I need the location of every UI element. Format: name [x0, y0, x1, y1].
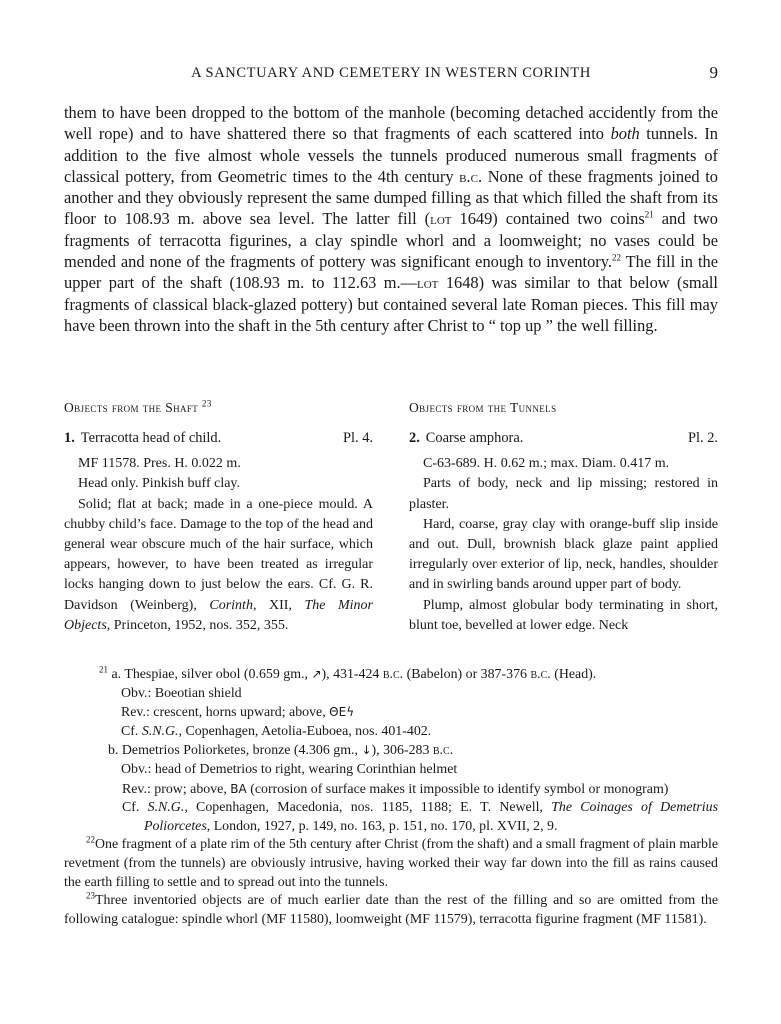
footnote-ref-23: 23 [201, 398, 212, 409]
footnote-21b-cf: Cf. S.N.G., Copenhagen, Macedonia, nos. 1185, 1188; E. T. Newell, The Coinages of Demetrius Poliorcetes, London, 1927, p. 149, no. 163, p. 151, no. 170, pl. XVII, 2, 9. [122, 800, 718, 834]
footnote-ref-22: 22 [611, 252, 621, 263]
emphasis-both: both [610, 124, 640, 144]
running-title: A SANCTUARY AND CEMETERY IN WESTERN CORINTH [191, 65, 591, 81]
entry-inventory: MF 11578. Pres. H. 0.022 m. [78, 456, 241, 472]
entry-description: Solid; flat at back; made in a one-piece mould. A chubby child’s face. Damage to the top of the head and general wear obscure much of the hair surface, which appears, however, to have been treated as irregular locks hanging down to just below the ears. Cf. G. R. Davidson (Weinberg), Corinth, XII, The Minor Objects, Princeton, 1952, nos. 352, 355. [64, 496, 374, 633]
plate-ref: Pl. 4. [343, 430, 373, 446]
footnote-21b-reverse: Rev.: prow; above, BA (corrosion of surface makes it impossible to identify symbol or monogram) [122, 781, 669, 797]
entry-preservation: Parts of body, neck and lip missing; restored in plaster. [409, 476, 718, 512]
intro-paragraph: them to have been dropped to the bottom of the manhole (becoming detached accidently from the well rope) and to have shattered there so that fragments of each scattered into both tunnels. In addition to the five almost whole vessels the tunnels produced numerous small fragments of classical pottery, from Geometric times to the 4th century b.c. None of these fragments joined to another and they obviously represent the same dumped filling as that which filled the shaft from its floor to 108.93 m. above sea level. The latter fill (lot 1649) contained two coins$^{21}$ and two fragments of terracotta figurines, a clay spindle whorl and a loomweight; no vases could be mended and none of the fragments of pottery was significant enough to inventory.$^{22}$ The fill in the upper part of the shaft (108.93 m. to 112.63 m.—lot 1648) was similar to that below (small fragments of classical black-glazed pottery) but contained several late Roman pieces. This fill may have been thrown into the shaft in the 5th century after Christ to “ top up ” the well filling. [64, 103, 718, 335]
footnote-21a: $^{21}$ a. Thespiae, silver obol (0.659 gm., ↗), 431-424 b.c. (Babelon) or 387-376 b.c. (Head). [99, 664, 597, 682]
entry-title: Terracotta head of child. [80, 430, 222, 446]
page-number: 9 [709, 63, 718, 82]
catalogue-entry-1 [64, 428, 373, 448]
page-header [64, 63, 718, 85]
footnote-21a-reverse: Rev.: crescent, horns upward; above, ΘΕϟ [121, 705, 355, 721]
footnote-21b-obverse: Obv.: head of Demetrios to right, wearing Corinthian helmet [121, 761, 458, 777]
entry-fabric: Hard, coarse, gray clay with orange-buff slip inside and out. Dull, brownish black glaze paint applied irregularly over exterior of lip, neck, handles, shoulder and in swirling bands around upper part of body. [409, 516, 718, 593]
catalogue-column-tunnels [409, 398, 718, 636]
catalogue-column-shaft [64, 398, 373, 636]
footnote-22: $^{22}$One fragment of a plate rim of the 5th century after Christ (from the shaft) and a small fragment of plain marble revetment (from the tunnels) are obviously intrusive, having worked their way far down into the fill as rains caused the earth filling to settle and to spread out into the tunnels. [64, 834, 718, 890]
entry-preservation: Head only. Pinkish buff clay. [78, 476, 241, 492]
entry-title: Coarse amphora. [425, 430, 524, 446]
plate-ref: Pl. 2. [688, 430, 718, 446]
footnote-21b: b. Demetrios Poliorketes, bronze (4.306 gm., ↓), 306-283 b.c. [108, 743, 454, 759]
footnote-ref-21: 21 [644, 210, 654, 221]
coin-legend: BA [230, 781, 247, 796]
section-heading-tunnels: Objects from the Tunnels [409, 400, 557, 415]
entry-number: 2. [409, 430, 420, 446]
entry-shape: Plump, almost globular body terminating in short, blunt toe, bevelled at lower edge. Neck [409, 597, 718, 633]
footnote-21a-cf: Cf. S.N.G., Copenhagen, Aetolia-Euboea, nos. 401-402. [121, 723, 432, 739]
catalogue-entry-2 [409, 428, 718, 448]
section-heading-shaft: Objects from the Shaft $^{23}$ [64, 398, 212, 415]
footnotes [64, 665, 718, 929]
entry-number: 1. [64, 430, 75, 446]
coin-legend: ΘΕϟ [329, 705, 355, 720]
footnote-23: $^{23}$Three inventoried objects are of much earlier date than the rest of the filling and so are omitted from the following catalogue: spindle whorl (MF 11580), loomweight (MF 11579), terracotta figurine fragment (MF 11581). [64, 890, 718, 927]
die-axis-arrow-icon: ↓ [361, 743, 372, 758]
entry-inventory: C-63-689. H. 0.62 m.; max. Diam. 0.417 m. [423, 456, 670, 472]
die-axis-arrow-icon: ↗ [311, 667, 322, 681]
footnote-21a-obverse: Obv.: Boeotian shield [121, 685, 242, 701]
